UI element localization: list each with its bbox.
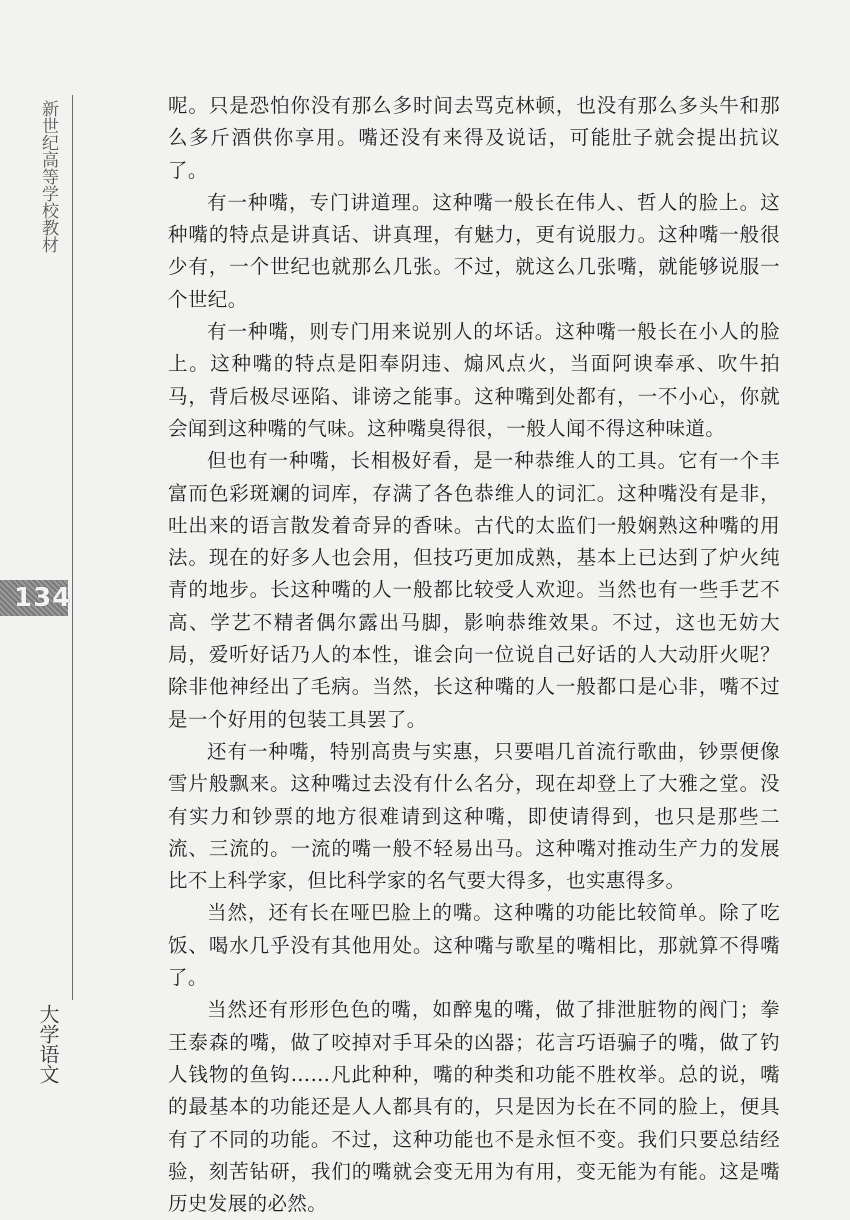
paragraph-1: 呢。只是恐怕你没有那么多时间去骂克林顿，也没有那么多头牛和那么多斤酒供你享用。嘴还没有来得及说话，可能肚子就会提出抗议了。 [168, 94, 780, 182]
paragraph-6: 当然，还有长在哑巴脸上的嘴。这种嘴的功能比较简单。除了吃饭、喝水几乎没有其他用处。这种嘴与歌星的嘴相比，那就算不得嘴了。 [168, 901, 780, 990]
paragraph-5: 还有一种嘴，特别高贵与实惠，只要唱几首流行歌曲，钞票便像雪片般飘来。这种嘴过去没有什么名分，现在却登上了大雅之堂。没有实力和钞票的地方很难请到这种嘴，即使请得到，也只是那些二流、三流的。一流的嘴一般不轻易出马。这种嘴对推动生产力的发展比不上科学家，但比科学家的名气要大得多，也实惠得多。 [168, 739, 780, 893]
margin-divider [72, 95, 73, 1000]
paragraph-4: 但也有一种嘴，长相极好看，是一种恭维人的工具。它有一个丰富而色彩斑斓的词库，存满了各色恭维人的词汇。这种嘴没有是非，吐出来的语言散发着奇异的香味。古代的太监们一般娴熟这种嘴的用法。现在的好多人也会用，但技巧更加成熟，基本上已达到了炉火纯青的地步。长这种嘴的人一般都比较受人欢迎。当然也有一些手艺不高、学艺不精者偶尔露出马脚，影响恭维效果。不过，这也无妨大局，爱听好话乃人的本性，谁会向一位说自己好话的人大动肝火呢？除非他神经出了毛病。当然，长这种嘴的人一般都口是心非，嘴不过是一个好用的包装工具罢了。 [168, 449, 780, 731]
page-number: 134 [14, 583, 72, 613]
paragraph-3: 有一种嘴，则专门用来说别人的坏话。这种嘴一般长在小人的脸上。这种嘴的特点是阳奉阴违、煽风点火，当面阿谀奉承、吹牛拍马，背后极尽诬陷、诽谤之能事。这种嘴到处都有，一不小心，你就会闻到这种嘴的气味。这种嘴臭得很，一般人闻不得这种味道。 [168, 320, 780, 440]
paragraph-7: 当然还有形形色色的嘴，如醉鬼的嘴，做了排泄脏物的阀门；拳王泰森的嘴，做了咬掉对手耳朵的凶器；花言巧语骗子的嘴，做了钓人钱物的鱼钩……凡此种种，嘴的种类和功能不胜枚举。总的说，嘴的最基本的功能还是人人都具有的，只是因为长在不同的脸上，便具有了不同的功能。不过，这种功能也不是永恒不变。我们只要总结经验，刻苦钻研，我们的嘴就会变无用为有用，变无能为有能。这是嘴历史发展的必然。 [168, 998, 780, 1216]
book-title: 大学语文 [36, 1004, 60, 1084]
series-title: 新世纪高等学校教材 [38, 100, 58, 253]
paragraph-2: 有一种嘴，专门讲道理。这种嘴一般长在伟人、哲人的脸上。这种嘴的特点是讲真话、讲真理，有魅力，更有说服力。这种嘴一般很少有，一个世纪也就那么几张。不过，就这么几张嘴，就能够说服一个世纪。 [168, 190, 780, 311]
body-text [168, 90, 780, 1220]
